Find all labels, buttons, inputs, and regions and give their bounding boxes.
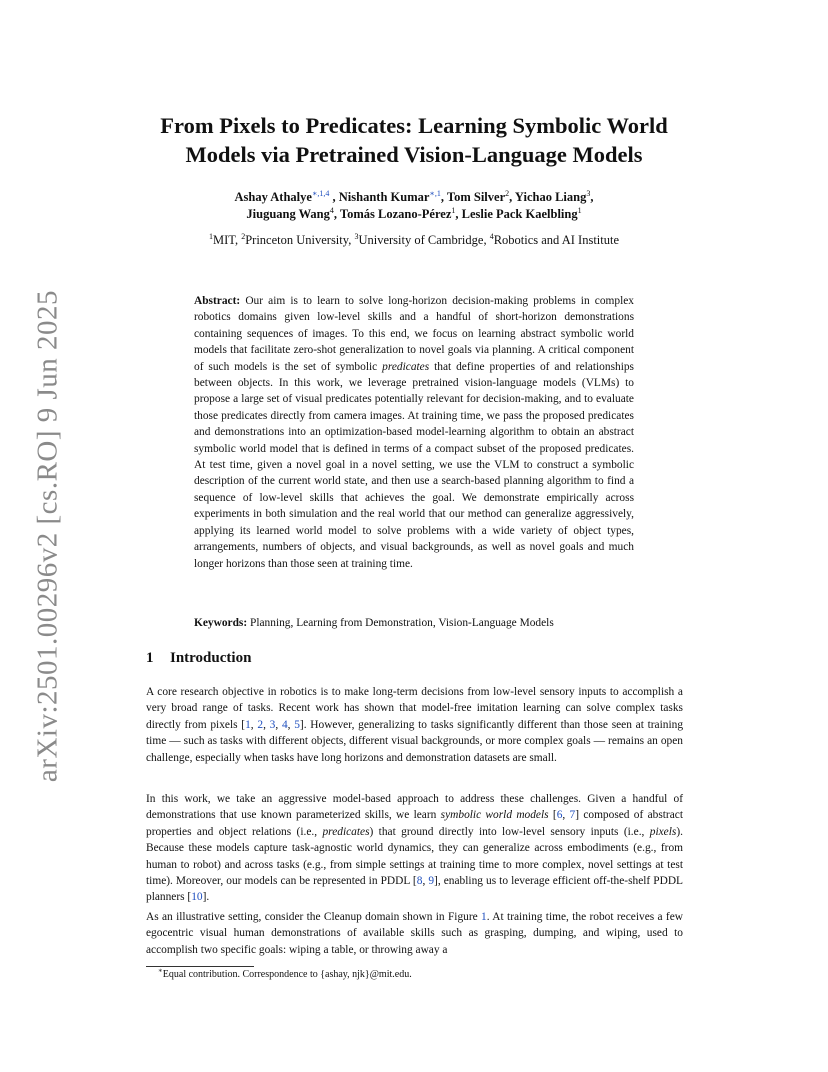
figure-link[interactable]: 1: [481, 911, 487, 923]
section-title: Introduction: [170, 650, 252, 666]
citation-link[interactable]: 6: [556, 809, 563, 822]
keywords-text: Planning, Learning from Demonstration, Vision-Language Models: [247, 617, 554, 629]
author-separator: ,: [333, 207, 340, 221]
affil-separator: ,: [348, 233, 355, 247]
citation-link[interactable]: 1: [245, 718, 251, 731]
author-name: Nishanth Kumar: [338, 190, 430, 204]
paragraph-text: . At training time, the robot receives a few egocentric visual human demonstrations of available skills such as grasping, dumping, and wiping, used to accomplish two specific goals: wiping a table, or throwing away a: [146, 911, 683, 956]
section-heading: [146, 650, 251, 667]
intro-paragraph-3: [146, 909, 683, 958]
author-separator: ,: [509, 190, 515, 204]
author-name: Yichao Liang: [514, 190, 587, 204]
intro-paragraph-2: In this work, we take an aggressive model-based approach to address these challenges. Given a handful of demonstrations that use known parameterized skills, we learn symbolic world models [6, 7] composed of abstract properties and object relations (i.e., predicates) that ground directly into low-level sensory inputs (i.e., pixels). Because these models capture task-agnostic world dynamics, they can generalize across embodiments (e.g., from human to robot) and across tasks (e.g., from simple settings at training time to more complex, novel settings at test time). Moreover, our models can be represented in PDDL [8, 9], enabling us to leverage efficient off-the-shelf PDDL planners [10].: [146, 793, 683, 904]
paragraph-text: ). Because these models capture task-agnostic world dynamics, they can generalize across embodiments (e.g., from human to robot) and across tasks (e.g., from simple settings at training time to more complex, novel settings at test time). Moreover, our models can be represented in PDDL [: [146, 825, 683, 888]
author-list: [120, 189, 708, 223]
author-separator: ,: [455, 207, 462, 221]
abstract: [194, 293, 634, 572]
affil-sup: 3: [354, 231, 359, 241]
footnote-text: Equal contribution. Correspondence to {ashay, njk}@mit.edu.: [162, 969, 412, 980]
author-affil-sup: ∗,1,4: [311, 188, 330, 198]
citation-link[interactable]: 8: [416, 875, 423, 888]
author-affil-sup: 1: [577, 205, 582, 215]
paragraph-text: ] composed of abstract properties and object relations (i.e.,: [146, 809, 683, 838]
abstract-text: Our aim is to learn to solve long-horizon decision-making problems in complex robotics domains given low-level skills and a handful of short-horizon demonstrations containing sequences of images. To this end, we focus on learning abstract symbolic world models that facilitate zero-shot generalization to novel goals via planning. A critical component of such models is the set of symbolic: [194, 295, 634, 373]
author-separator: ,: [329, 190, 339, 204]
paragraph-text: ) that ground directly into low-level sensory inputs (i.e.,: [369, 825, 650, 838]
citation-link[interactable]: 10: [191, 891, 203, 904]
paragraph-text: As an illustrative setting, consider the Cleanup domain shown in Figure: [146, 911, 482, 923]
arxiv-identifier: arXiv:2501.00296v2 [cs.RO] 9 Jun 2025: [31, 289, 64, 783]
author-name: Ashay Athalye: [234, 190, 312, 204]
paragraph-text: ].: [202, 891, 210, 904]
footnote-marker: ∗: [158, 966, 163, 975]
author-affil-sup: 4: [329, 205, 334, 215]
author-affil-sup: ∗,1: [429, 188, 441, 198]
author-name: Jiuguang Wang: [246, 207, 330, 221]
citation-link[interactable]: 4: [281, 718, 288, 731]
paragraph-emphasis: symbolic world models: [440, 809, 549, 822]
author-separator: ,: [440, 190, 447, 204]
affil-name: University of Cambridge: [358, 233, 484, 247]
paragraph-text: In this work, we take an aggressive model-based approach to address these challenges. Given a handful of demonstrations that use known parameterized skills, we learn: [146, 793, 683, 822]
affil-separator: ,: [483, 233, 490, 247]
abstract-text: that define properties of and relationships between objects. In this work, we leverage pretrained vision-language models (VLMs) to propose a large set of visual predicates potentially relevant for decision-making, and to evaluate those predicates directly from camera images. At training time, we pass the proposed predicates and demonstrations into an optimization-based model-learning algorithm to obtain an abstract symbolic world model that is defined in terms of a compact subset of the proposed predicates. At test time, given a novel goal in a novel setting, we use the VLM to construct a symbolic description of the current world state, and then use a search-based planning algorithm to find a sequence of low-level skills that achieves the goal. We demonstrate empirically across experiments in both simulation and the real world that our method can generalize aggressively, applying its learned world model to solve problems with a wide variety of object types, arrangements, numbers of objects, and visual backgrounds, as well as novel goals and much longer horizons than those seen at training time.: [194, 360, 634, 570]
paper-title: [100, 111, 728, 169]
paragraph-text: ], enabling us to leverage efficient off-the-shelf PDDL planners [: [146, 875, 683, 904]
author-name: Leslie Pack Kaelbling: [461, 207, 578, 221]
title-line-1: From Pixels to Predicates: Learning Symbolic World: [160, 113, 668, 138]
author-name: Tomás Lozano-Pérez: [339, 207, 452, 221]
paragraph-text: A core research objective in robotics is to make long-term decisions from low-level sensory inputs to accomplish a very broad range of tasks. Recent work has shown that model-free imitation learning can solve complex tasks directly from pixels [: [146, 686, 683, 731]
affil-sup: 2: [241, 231, 246, 241]
abstract-label: Abstract:: [194, 295, 241, 307]
citation-link[interactable]: 7: [569, 809, 576, 822]
section-number: 1: [146, 650, 154, 666]
affiliations: [120, 232, 708, 248]
author-affil-sup: 3: [586, 188, 591, 198]
affil-sup: 1: [208, 231, 213, 241]
citation-link[interactable]: 3: [269, 718, 276, 731]
author-separator: ,: [590, 190, 594, 204]
author-line-1: [120, 189, 708, 206]
paragraph-emphasis: pixels: [649, 825, 677, 838]
affil-name: MIT: [212, 233, 235, 247]
keywords-label: Keywords:: [194, 617, 248, 629]
affil-separator: ,: [234, 233, 242, 247]
affil-name: Robotics and AI Institute: [493, 233, 620, 247]
abstract-emphasis: predicates: [382, 360, 430, 373]
paragraph-text: ]. However, generalizing to tasks significantly different than those seen at training time — such as tasks with different objects, different visual backgrounds, or more complex goals — remains an open challenge, especially when tasks have long horizons and demonstration datasets are small.: [146, 718, 684, 764]
affil-sup: 4: [489, 231, 494, 241]
paragraph-text: [: [548, 809, 557, 822]
title-line-2: Models via Pretrained Vision-Language Models: [185, 142, 643, 167]
paragraph-emphasis: predicates: [322, 825, 370, 838]
author-name: Tom Silver: [446, 190, 506, 204]
author-affil-sup: 1: [451, 205, 456, 215]
affil-name: Princeton University: [245, 233, 349, 247]
citation-link[interactable]: 5: [294, 718, 300, 731]
keywords: [194, 615, 634, 631]
citation-link[interactable]: 9: [428, 875, 435, 888]
author-line-2: [120, 206, 708, 223]
citation-link[interactable]: 2: [257, 718, 264, 731]
intro-paragraph-1: A core research objective in robotics is to make long-term decisions from low-level sensory inputs to accomplish a very broad range of tasks. Recent work has shown that model-free imitation learning can solve complex tasks directly from pixels [1, 2, 3, 4, 5]. However, generalizing to tasks significantly different than those seen at training time — such as tasks with different objects, different visual backgrounds, or more complex goals — remains an open challenge, especially when tasks have long horizons and demonstration datasets are small.: [146, 686, 684, 764]
author-affil-sup: 2: [505, 188, 510, 198]
footnote: [158, 968, 678, 981]
